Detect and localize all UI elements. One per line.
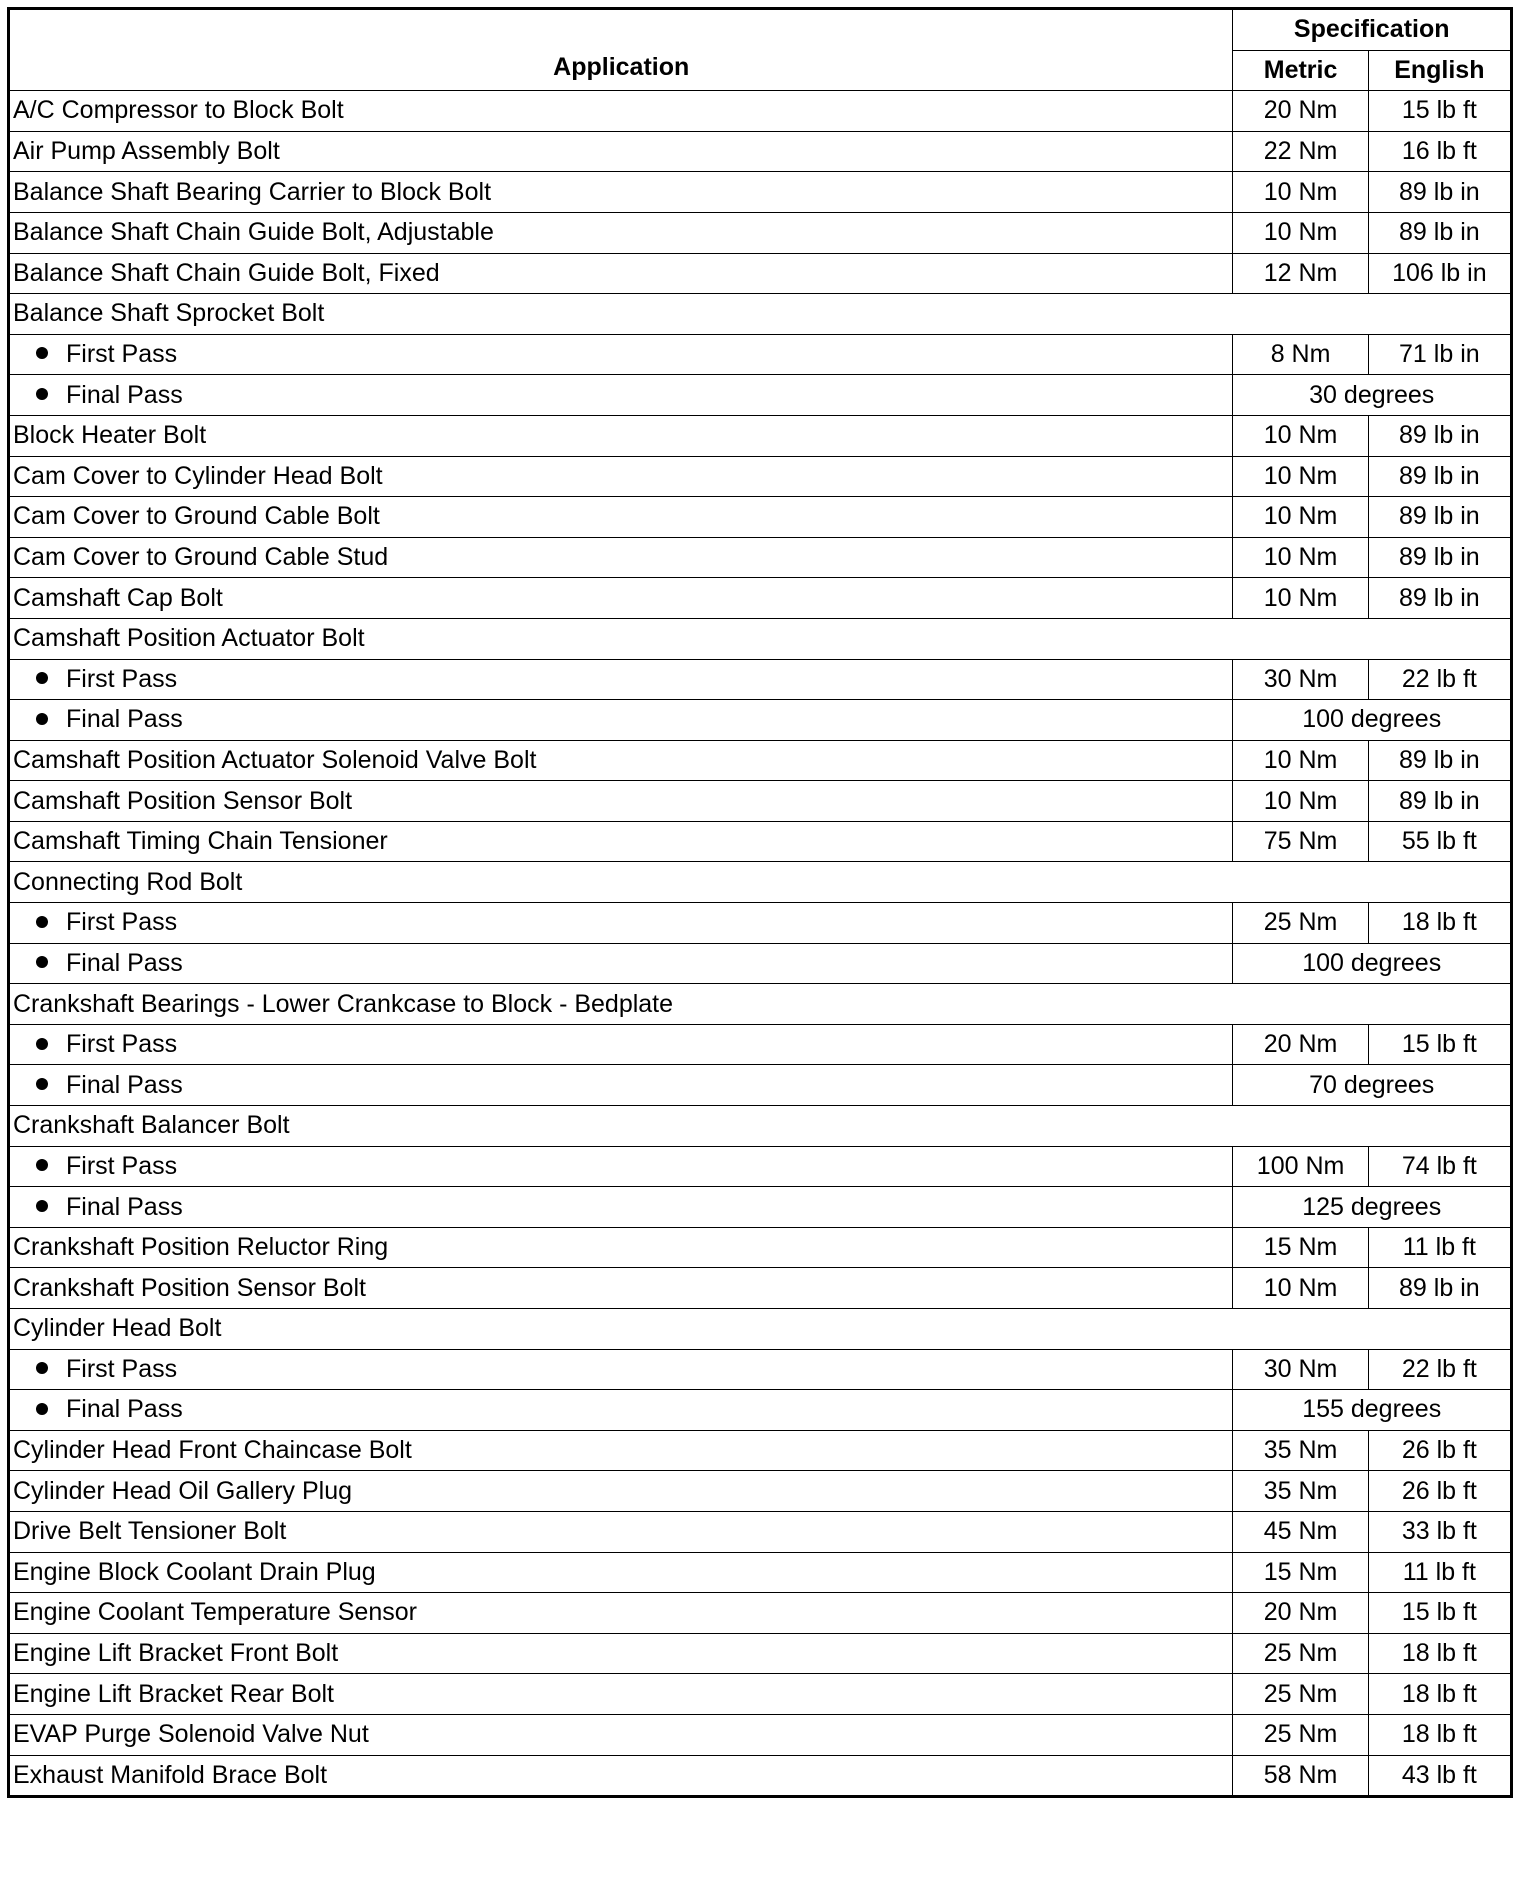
bullet-icon xyxy=(36,1200,48,1212)
english-cell: 18 lb ft xyxy=(1368,1714,1511,1755)
english-cell: 89 lb in xyxy=(1368,578,1511,619)
application-cell: Engine Coolant Temperature Sensor xyxy=(9,1593,1233,1634)
english-cell: 106 lb in xyxy=(1368,253,1511,294)
table-row xyxy=(9,1593,1512,1634)
metric-cell: 25 Nm xyxy=(1233,903,1368,944)
application-cell: Camshaft Cap Bolt xyxy=(9,578,1233,619)
table-row xyxy=(9,1390,1512,1431)
table-row xyxy=(9,1065,1512,1106)
application-cell: Engine Lift Bracket Front Bolt xyxy=(9,1633,1233,1674)
bullet-icon xyxy=(36,916,48,928)
group-application-cell: Crankshaft Bearings - Lower Crankcase to Block - Bedplate xyxy=(9,984,1512,1025)
specification-header: Specification xyxy=(1233,9,1512,51)
table-row xyxy=(9,1024,1512,1065)
table-row xyxy=(9,740,1512,781)
table-row xyxy=(9,91,1512,132)
table-header xyxy=(9,9,1512,91)
english-cell: 26 lb ft xyxy=(1368,1471,1511,1512)
metric-cell: 12 Nm xyxy=(1233,253,1368,294)
application-cell: Cam Cover to Ground Cable Bolt xyxy=(9,497,1233,538)
pass-label: Final Pass xyxy=(66,705,183,734)
metric-cell: 10 Nm xyxy=(1233,537,1368,578)
pass-label: Final Pass xyxy=(66,1192,183,1221)
english-cell: 89 lb in xyxy=(1368,537,1511,578)
metric-cell: 10 Nm xyxy=(1233,497,1368,538)
english-cell: 15 lb ft xyxy=(1368,1024,1511,1065)
angle-spec-cell: 70 degrees xyxy=(1233,1065,1512,1106)
application-cell: Balance Shaft Chain Guide Bolt, Fixed xyxy=(9,253,1233,294)
english-cell: 22 lb ft xyxy=(1368,659,1511,700)
table-row xyxy=(9,618,1512,659)
pass-cell xyxy=(9,1390,1233,1431)
bullet-icon xyxy=(36,388,48,400)
pass-label: Final Pass xyxy=(66,948,183,977)
application-cell: Balance Shaft Bearing Carrier to Block Bolt xyxy=(9,172,1233,213)
metric-cell: 20 Nm xyxy=(1233,1024,1368,1065)
metric-cell: 15 Nm xyxy=(1233,1227,1368,1268)
application-cell: Engine Block Coolant Drain Plug xyxy=(9,1552,1233,1593)
pass-cell xyxy=(9,1349,1233,1390)
metric-cell: 25 Nm xyxy=(1233,1714,1368,1755)
english-cell: 15 lb ft xyxy=(1368,91,1511,132)
table-row xyxy=(9,903,1512,944)
table-row xyxy=(9,943,1512,984)
table-row xyxy=(9,537,1512,578)
angle-spec-cell: 125 degrees xyxy=(1233,1187,1512,1228)
english-cell: 89 lb in xyxy=(1368,1268,1511,1309)
pass-cell xyxy=(9,1146,1233,1187)
table-row xyxy=(9,578,1512,619)
application-cell: Cam Cover to Cylinder Head Bolt xyxy=(9,456,1233,497)
table-row xyxy=(9,1714,1512,1755)
application-cell: Camshaft Position Sensor Bolt xyxy=(9,781,1233,822)
table-row xyxy=(9,1552,1512,1593)
bullet-icon xyxy=(36,1362,48,1374)
application-cell: Crankshaft Position Sensor Bolt xyxy=(9,1268,1233,1309)
bullet-icon xyxy=(36,1078,48,1090)
english-cell: 11 lb ft xyxy=(1368,1227,1511,1268)
bullet-icon xyxy=(36,1038,48,1050)
metric-cell: 100 Nm xyxy=(1233,1146,1368,1187)
pass-cell xyxy=(9,700,1233,741)
bullet-icon xyxy=(36,1159,48,1171)
bullet-icon xyxy=(36,672,48,684)
table-row xyxy=(9,781,1512,822)
english-cell: 89 lb in xyxy=(1368,415,1511,456)
pass-label: First Pass xyxy=(66,664,178,693)
table-row xyxy=(9,1755,1512,1797)
application-cell: Camshaft Timing Chain Tensioner xyxy=(9,821,1233,862)
metric-cell: 15 Nm xyxy=(1233,1552,1368,1593)
pass-label: Final Pass xyxy=(66,1395,183,1424)
english-cell: 74 lb ft xyxy=(1368,1146,1511,1187)
pass-label: Final Pass xyxy=(66,1070,183,1099)
table-row xyxy=(9,375,1512,416)
bullet-icon xyxy=(36,713,48,725)
application-cell: Block Heater Bolt xyxy=(9,415,1233,456)
english-cell: 18 lb ft xyxy=(1368,1633,1511,1674)
application-cell: Engine Lift Bracket Rear Bolt xyxy=(9,1674,1233,1715)
table-row xyxy=(9,1674,1512,1715)
table-row xyxy=(9,253,1512,294)
application-cell: Balance Shaft Chain Guide Bolt, Adjustable xyxy=(9,212,1233,253)
metric-header: Metric xyxy=(1233,50,1368,91)
pass-label: First Pass xyxy=(66,340,178,369)
english-cell: 18 lb ft xyxy=(1368,903,1511,944)
pass-cell xyxy=(9,375,1233,416)
english-cell: 89 lb in xyxy=(1368,497,1511,538)
table-row xyxy=(9,1227,1512,1268)
pass-cell xyxy=(9,1065,1233,1106)
application-cell: A/C Compressor to Block Bolt xyxy=(9,91,1233,132)
table-row xyxy=(9,821,1512,862)
metric-cell: 10 Nm xyxy=(1233,781,1368,822)
english-cell: 15 lb ft xyxy=(1368,1593,1511,1634)
bullet-icon xyxy=(36,1403,48,1415)
pass-label: Final Pass xyxy=(66,380,183,409)
metric-cell: 8 Nm xyxy=(1233,334,1368,375)
application-cell: Air Pump Assembly Bolt xyxy=(9,131,1233,172)
bullet-icon xyxy=(36,956,48,968)
application-cell: Camshaft Position Actuator Solenoid Valve Bolt xyxy=(9,740,1233,781)
metric-cell: 10 Nm xyxy=(1233,740,1368,781)
group-application-cell: Crankshaft Balancer Bolt xyxy=(9,1106,1512,1147)
english-cell: 89 lb in xyxy=(1368,781,1511,822)
english-cell: 55 lb ft xyxy=(1368,821,1511,862)
metric-cell: 45 Nm xyxy=(1233,1511,1368,1552)
pass-label: First Pass xyxy=(66,1151,178,1180)
pass-cell xyxy=(9,943,1233,984)
english-cell: 43 lb ft xyxy=(1368,1755,1511,1797)
application-cell: Exhaust Manifold Brace Bolt xyxy=(9,1755,1233,1797)
table-row xyxy=(9,172,1512,213)
pass-cell xyxy=(9,659,1233,700)
pass-cell xyxy=(9,1024,1233,1065)
group-application-cell: Camshaft Position Actuator Bolt xyxy=(9,618,1512,659)
metric-cell: 25 Nm xyxy=(1233,1633,1368,1674)
english-cell: 11 lb ft xyxy=(1368,1552,1511,1593)
application-cell: Cylinder Head Oil Gallery Plug xyxy=(9,1471,1233,1512)
pass-label: First Pass xyxy=(66,1030,178,1059)
table-row xyxy=(9,1268,1512,1309)
application-header: Application xyxy=(9,9,1233,91)
table-row xyxy=(9,1146,1512,1187)
application-cell: Drive Belt Tensioner Bolt xyxy=(9,1511,1233,1552)
metric-cell: 25 Nm xyxy=(1233,1674,1368,1715)
table-row xyxy=(9,497,1512,538)
table-row xyxy=(9,1633,1512,1674)
table-body xyxy=(9,91,1512,1797)
english-cell: 71 lb in xyxy=(1368,334,1511,375)
metric-cell: 58 Nm xyxy=(1233,1755,1368,1797)
table-row xyxy=(9,334,1512,375)
group-application-cell: Balance Shaft Sprocket Bolt xyxy=(9,294,1512,335)
application-cell: Cylinder Head Front Chaincase Bolt xyxy=(9,1430,1233,1471)
application-cell: Cam Cover to Ground Cable Stud xyxy=(9,537,1233,578)
application-cell: EVAP Purge Solenoid Valve Nut xyxy=(9,1714,1233,1755)
english-cell: 26 lb ft xyxy=(1368,1430,1511,1471)
metric-cell: 75 Nm xyxy=(1233,821,1368,862)
group-application-cell: Connecting Rod Bolt xyxy=(9,862,1512,903)
angle-spec-cell: 30 degrees xyxy=(1233,375,1512,416)
table-row xyxy=(9,1106,1512,1147)
metric-cell: 10 Nm xyxy=(1233,212,1368,253)
pass-label: First Pass xyxy=(66,908,178,937)
metric-cell: 30 Nm xyxy=(1233,1349,1368,1390)
english-cell: 89 lb in xyxy=(1368,212,1511,253)
table-row xyxy=(9,1349,1512,1390)
metric-cell: 35 Nm xyxy=(1233,1430,1368,1471)
table-row xyxy=(9,1511,1512,1552)
english-cell: 22 lb ft xyxy=(1368,1349,1511,1390)
angle-spec-cell: 100 degrees xyxy=(1233,700,1512,741)
metric-cell: 30 Nm xyxy=(1233,659,1368,700)
table-row xyxy=(9,862,1512,903)
metric-cell: 10 Nm xyxy=(1233,415,1368,456)
english-cell: 18 lb ft xyxy=(1368,1674,1511,1715)
table-row xyxy=(9,659,1512,700)
table-row xyxy=(9,1471,1512,1512)
english-cell: 89 lb in xyxy=(1368,172,1511,213)
metric-cell: 20 Nm xyxy=(1233,91,1368,132)
metric-cell: 10 Nm xyxy=(1233,1268,1368,1309)
pass-cell xyxy=(9,903,1233,944)
english-cell: 33 lb ft xyxy=(1368,1511,1511,1552)
table-row xyxy=(9,415,1512,456)
english-cell: 89 lb in xyxy=(1368,456,1511,497)
torque-spec-table xyxy=(7,7,1513,1798)
metric-cell: 10 Nm xyxy=(1233,456,1368,497)
bullet-icon xyxy=(36,347,48,359)
table-row xyxy=(9,294,1512,335)
table-row xyxy=(9,1430,1512,1471)
pass-cell xyxy=(9,1187,1233,1228)
table-row xyxy=(9,131,1512,172)
angle-spec-cell: 100 degrees xyxy=(1233,943,1512,984)
metric-cell: 10 Nm xyxy=(1233,578,1368,619)
table-row xyxy=(9,1187,1512,1228)
group-application-cell: Cylinder Head Bolt xyxy=(9,1309,1512,1350)
table-row xyxy=(9,700,1512,741)
english-cell: 16 lb ft xyxy=(1368,131,1511,172)
metric-cell: 35 Nm xyxy=(1233,1471,1368,1512)
table-row xyxy=(9,984,1512,1025)
table-row xyxy=(9,212,1512,253)
table-row xyxy=(9,1309,1512,1350)
table-row xyxy=(9,456,1512,497)
pass-label: First Pass xyxy=(66,1354,178,1383)
metric-cell: 20 Nm xyxy=(1233,1593,1368,1634)
english-cell: 89 lb in xyxy=(1368,740,1511,781)
pass-cell xyxy=(9,334,1233,375)
application-cell: Crankshaft Position Reluctor Ring xyxy=(9,1227,1233,1268)
metric-cell: 10 Nm xyxy=(1233,172,1368,213)
metric-cell: 22 Nm xyxy=(1233,131,1368,172)
english-header: English xyxy=(1368,50,1511,91)
angle-spec-cell: 155 degrees xyxy=(1233,1390,1512,1431)
